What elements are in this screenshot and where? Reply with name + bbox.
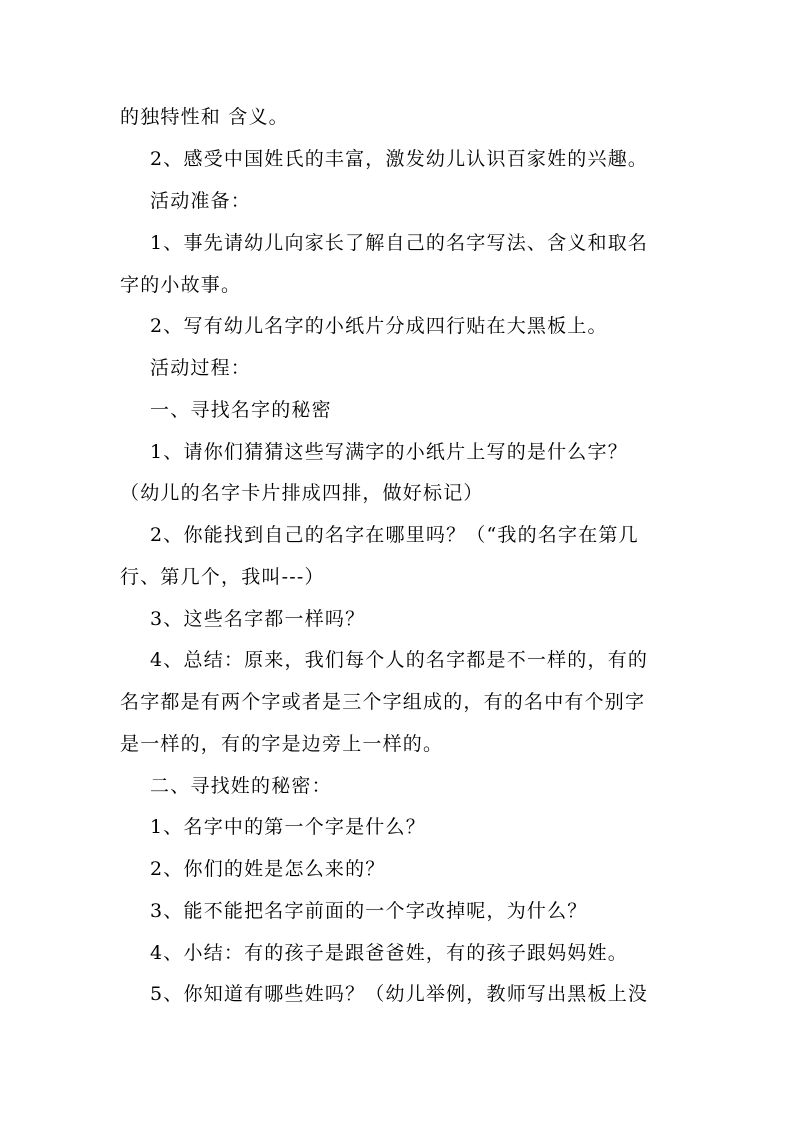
text-line: 2、你能找到自己的名字在哪里吗？（“我的名字在第几 [150, 524, 639, 546]
text-line: 4、小结：有的孩子是跟爸爸姓，有的孩子跟妈妈姓。 [150, 942, 628, 964]
text-line: （幼儿的名字卡片排成四排，做好标记） [120, 482, 484, 504]
text-line: 3、这些名字都一样吗？ [150, 608, 366, 630]
text-line: 的独特性和 含义。 [120, 106, 289, 128]
text-line: 行、第几个，我叫---） [120, 566, 325, 588]
text-line: 字的小故事。 [120, 274, 242, 296]
section-heading: 活动准备： [150, 190, 252, 212]
text-line: 3、能不能把名字前面的一个字改掉呢，为什么？ [150, 900, 588, 922]
text-line: 5、你知道有哪些姓吗？（幼儿举例，教师写出黑板上没 [150, 983, 649, 1005]
subsection-heading: 二、寻找姓的秘密： [150, 775, 332, 797]
text-line: 2、你们的姓是怎么来的？ [150, 858, 386, 880]
text-line: 2、写有幼儿名字的小纸片分成四行贴在大黑板上。 [150, 315, 608, 337]
text-line: 1、名字中的第一个字是什么？ [150, 816, 426, 838]
text-line: 2、感受中国姓氏的丰富，激发幼儿认识百家姓的兴趣。 [150, 148, 649, 170]
text-line: 是一样的，有的字是边旁上一样的。 [120, 733, 444, 755]
text-line: 名字都是有两个字或者是三个字组成的，有的名中有个别字 [120, 691, 646, 713]
text-line: 1、事先请幼儿向家长了解自己的名字写法、含义和取名 [150, 232, 649, 254]
subsection-heading: 一、寻找名字的秘密 [150, 399, 332, 421]
section-heading: 活动过程： [150, 357, 252, 379]
text-line: 4、总结：原来，我们每个人的名字都是不一样的，有的 [150, 649, 649, 671]
text-line: 1、请你们猜猜这些写满字的小纸片上写的是什么字？ [150, 441, 628, 463]
